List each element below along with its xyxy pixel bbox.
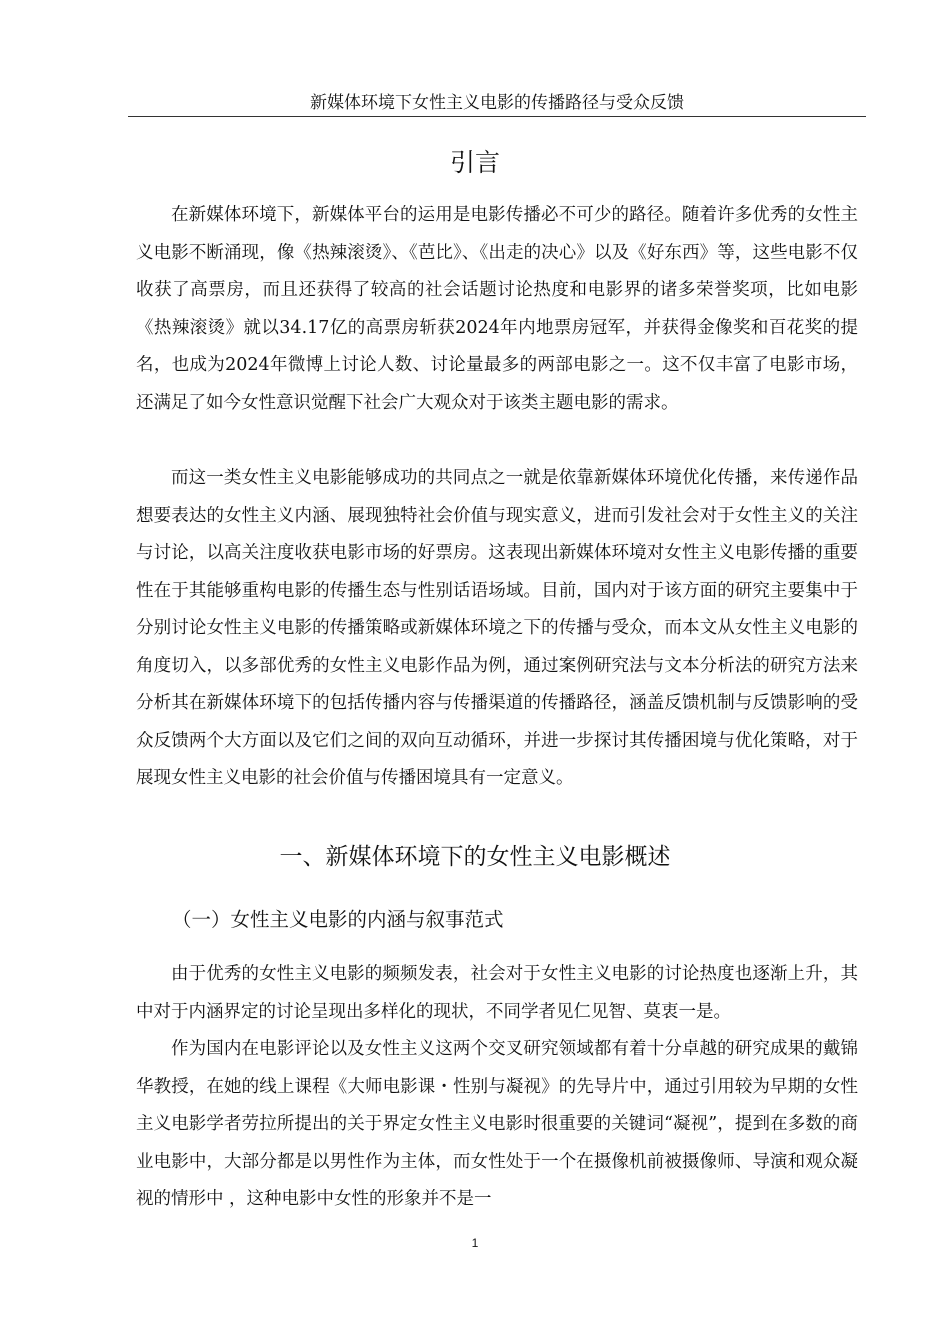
section-paragraph-1: 由于优秀的女性主义电影的频频发表，社会对于女性主义电影的讨论热度也逐渐上升，其中对于内涵界定的讨论呈现出多样化的现状，不同学者见仁见智、莫衷一是。 [136, 964, 858, 1022]
intro-paragraph-2: 而这一类女性主义电影能够成功的共同点之一就是依靠新媒体环境优化传播，来传递作品想要表达的女性主义内涵、展现独特社会价值与现实意义，进而引发社会对于女性主义的关注与讨论，以高关注度收获电影市场的好票房。这表现出新媒体环境对女性主义电影传播的重要性在于其能够重构电影的传播生态与性别话语场域。目前，国内对于该方面的研究主要集中于分别讨论女性主义电影的传播策略或新媒体环境之下的传播与受众，而本文从女性主义电影的角度切入，以多部优秀的女性主义电影作品为例，通过案例研究法与文本分析法的研究方法来分析其在新媒体环境下的包括传播内容与传播渠道的传播路径，涵盖反馈机制与反馈影响的受众反馈两个大方面以及它们之间的双向互动循环，并进一步探讨其传播困境与优化策略，对于展现女性主义电影的社会价值与传播困境具有一定意义。 [136, 468, 858, 788]
running-header: 新媒体环境下女性主义电影的传播路径与受众反馈 [128, 92, 866, 117]
intro-heading: 引言 [449, 148, 500, 177]
page-number: 1 [471, 1236, 479, 1250]
intro-paragraph-1: 在新媒体环境下，新媒体平台的运用是电影传播必不可少的路径。随着许多优秀的女性主义电影不断涌现，像《热辣滚烫》、《芭比》、《出走的决心》以及《好东西》等，这些电影不仅收获了高票房，而且还获得了较高的社会话题讨论热度和电影界的诸多荣誉奖项，比如电影《热辣滚烫》就以34.17亿的高票房斩获2024年内地票房冠军，并获得金像奖和百花奖的提名，也成为2024年微博上讨论人数、讨论量最多的两部电影之一。这不仅丰富了电影市场，还满足了如今女性意识觉醒下社会广大观众对于该类主题电影的需求。 [136, 205, 858, 413]
section-heading-1: 一、新媒体环境下的女性主义电影概述 [279, 844, 671, 870]
subsection-heading-1-1: （一）女性主义电影的内涵与叙事范式 [172, 908, 504, 931]
section-paragraph-2: 作为国内在电影评论以及女性主义这两个交叉研究领域都有着十分卓越的研究成果的戴锦华教授，在她的线上课程《大师电影课・性别与凝视》的先导片中，通过引用较为早期的女性主义电影学者劳拉所提出的关于界定女性主义电影时很重要的关键词“凝视”，提到在多数的商业电影中，大部分都是以男性作为主体，而女性处于一个在摄像机前被摄像师、导演和观众凝视的情形中 ，这种电影中女性的形象并不是一 [136, 1039, 858, 1209]
